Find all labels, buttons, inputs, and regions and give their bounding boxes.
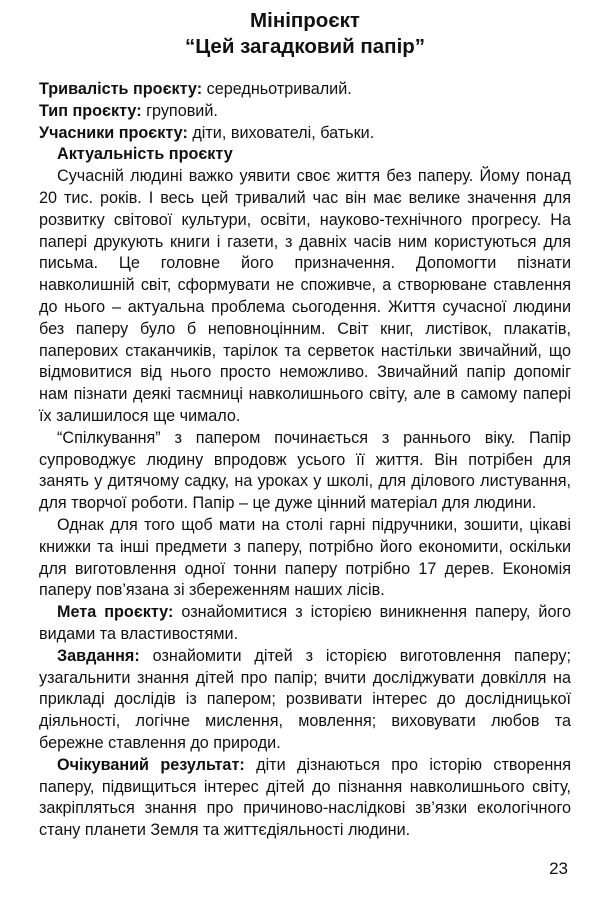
document-body: [39, 79, 571, 842]
duration-line: [39, 79, 571, 101]
page-title: Мініпроєкт: [250, 9, 360, 32]
participants-label: Учасники проєкту:: [39, 123, 188, 142]
goal-label: Мета проєкту:: [57, 603, 174, 622]
participants-value: діти, вихователі, батьки.: [187, 123, 375, 142]
tasks-paragraph: [39, 646, 571, 755]
goal-text: ознайомитися з історією виникнення паперу, його видами та властивостями.: [39, 603, 571, 643]
duration-value: середньотривалий.: [202, 80, 352, 98]
result-label: Очікуваний результат:: [57, 755, 245, 774]
page-number: 23: [549, 859, 568, 878]
result-paragraph: [39, 755, 571, 842]
relevance-paragraph-2: “Спілкування” з папером починається з раннього віку. Папір супроводжує людину впродовж усього її життя. Він потрібен для занять у дитячому садку, на уроках у школі, для ділового листування, для творчої роботи. Папір – це дуже цінний матеріал для людини.: [39, 428, 571, 513]
type-value: груповий.: [141, 101, 218, 120]
participants-line: [39, 123, 571, 145]
relevance-heading: Актуальність проєкту: [57, 145, 233, 164]
tasks-text: ознайомити дітей з історією виготовлення паперу; узагальнити знання дітей про папір; вчити досліджувати довкілля на прикладі дослідів із папером; розвивати інтерес до дослідницької діяльності, логічне мислення, мовлення; виховувати любов та бережне ставлення до природи.: [39, 646, 571, 752]
relevance-paragraph-1: Сучасній людині важко уявити своє життя без паперу. Йому понад 20 тис. років. І весь цей тривалий час він має велике значення для розвитку світової культури, освіти, науково-технічного прогресу. На папері друкують книги і газети, з давніх часів ним користуються для письма. Це головне його призначення. Допомогти пізнати навколишній світ, сформувати не споживче, а створюване ставлення до нього – актуальна проблема сьогодення. Життя сучасної людини без паперу було б неповноцінним. Світ книг, листівок, плакатів, паперових стаканчиків, тарілок та серветок настільки звичайний, що відмовитися від нього просто неможливо. Звичайний папір допоміг нам пізнати деякі таємниці навколишнього світу, але в самому папері їх залишилося ще чимало.: [39, 167, 571, 425]
relevance-paragraph-3: Однак для того щоб мати на столі гарні підручники, зошити, цікаві книжки та інші предмети з паперу, потрібно його економити, оскільки для виготовлення одної тонни паперу потрібно 17 дерев. Економія паперу пов’язана зі збереженням наших лісів.: [39, 515, 571, 600]
goal-paragraph: [39, 602, 571, 646]
tasks-label: Завдання:: [57, 646, 140, 665]
result-text: діти дізнаються про історію створення паперу, підвищиться інтерес дітей до пізнання навколишнього світу, закріпляться знання про причиново-наслідкові зв’язки екологічного стану планети Земля та життєдіяльності людини.: [39, 755, 571, 840]
type-line: [39, 101, 571, 123]
type-label: Тип проєкту:: [39, 101, 142, 120]
page-subtitle: “Цей загадковий папір”: [184, 35, 426, 58]
duration-label: Тривалість проєкту:: [39, 80, 203, 98]
